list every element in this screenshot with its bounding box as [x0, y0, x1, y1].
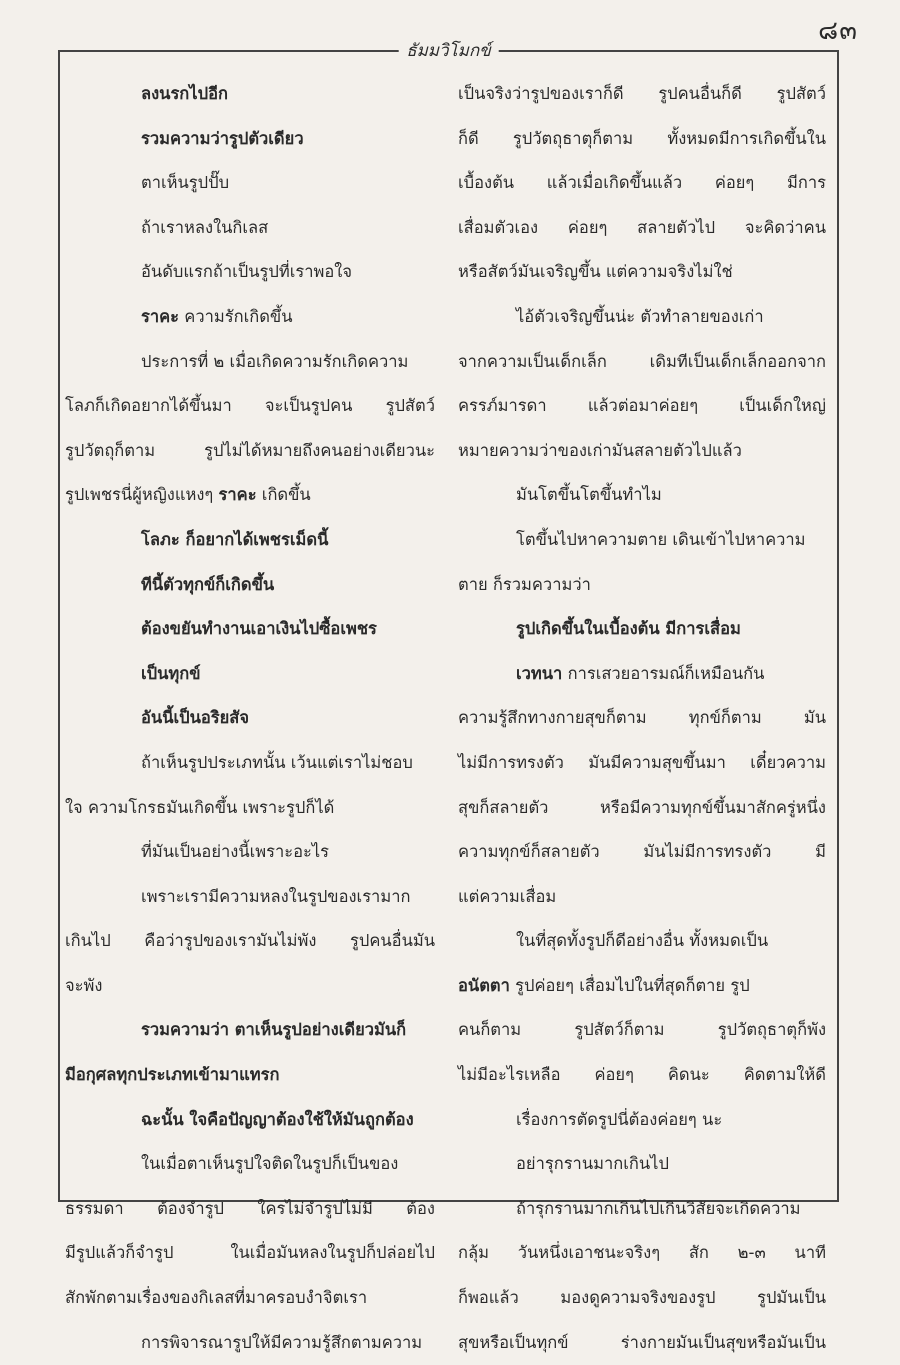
word: สุขก็สลายตัว: [458, 797, 549, 817]
word: รูปคนอื่นก็ดี: [658, 84, 742, 103]
text-line: สักพักตามเรื่องของกิเลสที่มาครอบงำจิตเรา: [65, 1288, 368, 1308]
text-line: ถ้าเห็นรูปประเภทนั้น เว้นแต่เราไม่ชอบ: [141, 752, 413, 772]
word: ความทุกข์ก็สลายตัว: [458, 842, 600, 862]
text-line: หมายความว่าของเก่ามันสลายตัวไปแล้ว: [458, 440, 742, 460]
text-line: [458, 830, 826, 875]
word: แล้วต่อมาค่อยๆ: [587, 396, 699, 416]
page-number: ๘๓: [818, 16, 858, 46]
word: ไม่มีอะไรเหลือ: [458, 1065, 561, 1085]
text-line: [65, 1231, 435, 1276]
word: ต้อง: [406, 1198, 435, 1218]
text-line: ถ้ารุกรานมากเกินไปเกินวิสัยจะเกิดความ: [516, 1198, 801, 1218]
text-line: [458, 1008, 826, 1053]
word: จากความเป็นเด็กเล็ก: [458, 351, 607, 371]
word: มันมีความสุขขึ้นมา: [588, 752, 726, 772]
text-line: [65, 295, 435, 340]
word: ค่อยๆ: [567, 217, 608, 237]
word: มีการ: [786, 173, 826, 193]
text-line: [458, 652, 826, 697]
line-text: รูปค่อยๆ เสื่อมไปในที่สุดก็ตาย รูป: [509, 975, 750, 995]
text-line: หรือสัตว์มันเจริญขึ้น แต่ความจริงไม่ใช่: [458, 262, 733, 282]
word: เป็นเด็กใหญ่: [739, 396, 826, 416]
text-line: [458, 741, 826, 786]
word: ในเมื่อมันหลงในรูปก็ปล่อยไป: [230, 1243, 435, 1263]
bold-term: อนัตตา: [458, 975, 510, 995]
word: กลุ้ม: [458, 1243, 489, 1263]
word: ก็พอแล้ว: [458, 1288, 519, 1308]
line-text: การเสวยอารมณ์ก็เหมือนกัน: [562, 663, 765, 683]
text-line: [458, 340, 826, 385]
word: ๒-๓: [737, 1243, 766, 1263]
text-line: รูปเกิดขึ้นในเบื้องต้น มีการเสื่อม: [516, 619, 741, 639]
word: รูปคนอื่นมัน: [350, 931, 435, 951]
word: หรือมีความทุกข์ขึ้นมาสักครู่หนึ่ง: [600, 797, 826, 817]
word: ค่อยๆ: [594, 1065, 634, 1085]
word: ครรภ์มารดา: [458, 396, 547, 416]
text-line: [458, 786, 826, 831]
text-line: รวมความว่า ตาเห็นรูปอย่างเดียวมันก็: [141, 1020, 407, 1040]
word: ธรรมดา: [65, 1198, 124, 1218]
text-line: ไอ้ตัวเจริญขึ้นน่ะ ตัวทำลายของเก่า: [516, 306, 764, 326]
bold-term: ราคะ: [141, 306, 180, 326]
word: ต้องจำรูป: [157, 1198, 225, 1218]
text-line: มีอกุศลทุกประเภทเข้ามาแทรก: [65, 1065, 280, 1085]
text-line: [65, 1187, 435, 1232]
word: จะเป็นรูปคน: [264, 396, 353, 416]
word: เกินไป: [65, 931, 111, 951]
word: ค่อยๆ: [714, 173, 755, 193]
text-line: มันโตขึ้นโตขึ้นทำไม: [516, 485, 662, 505]
text-line: เรื่องการตัดรูปนี่ต้องค่อยๆ นะ: [516, 1109, 723, 1129]
text-line: โตขึ้นไปหาความตาย เดินเข้าไปหาความ: [516, 529, 806, 549]
text-frame: [58, 41, 839, 1352]
word: ใครไม่จำรูปไม่มี: [257, 1198, 373, 1218]
word: คิดนะ: [667, 1065, 710, 1085]
text-line: ถ้าเราหลงในกิเลส: [141, 217, 269, 237]
word: รูปไม่ได้หมายถึงคนอย่างเดียวนะ: [204, 440, 435, 460]
word: มันไม่มีการทรงตัว: [643, 842, 772, 862]
word: รูปสัตว์: [385, 396, 435, 416]
word: รูปมันเป็น: [757, 1288, 826, 1308]
text-line: [458, 1321, 826, 1365]
text-line: ที่มันเป็นอย่างนี้เพราะอะไร: [141, 842, 330, 862]
text-line: รวมความว่ารูปตัวเดียว: [141, 128, 304, 148]
text-line: [458, 1231, 826, 1276]
right-column: [458, 72, 826, 1365]
text-line: [458, 1276, 826, 1321]
word: เสื่อมตัวเอง: [458, 217, 539, 237]
word: ทุกข์ก็ตาม: [688, 708, 762, 728]
word: สัก: [688, 1243, 709, 1263]
text-line: ทีนี้ตัวทุกข์ก็เกิดขึ้น: [141, 574, 275, 594]
bold-term: ราคะ: [218, 485, 257, 505]
word: ความรู้สึกทางกายสุขก็ตาม: [458, 708, 647, 728]
text-line: [458, 72, 826, 117]
text-line: อย่ารุกรานมากเกินไป: [516, 1154, 669, 1174]
text-line: [65, 919, 435, 964]
word: คือว่ารูปของเรามันไม่พัง: [144, 931, 317, 951]
word: สุขหรือเป็นทุกข์: [458, 1332, 569, 1352]
running-head: ธัมมวิโมกข์: [398, 37, 499, 64]
word: เบื้องต้น: [458, 173, 515, 193]
text-line: เพราะเรามีความหลงในรูปของเรามาก: [141, 886, 411, 906]
text-line: [458, 1053, 826, 1098]
word: มี: [815, 842, 826, 862]
word: มีรูปแล้วก็จำรูป: [65, 1243, 174, 1263]
word: คนก็ตาม: [458, 1020, 522, 1040]
text-line: ใจ ความโกรธมันเกิดขึ้น เพราะรูปก็ได้: [65, 797, 335, 817]
word: เดิมทีเป็นเด็กเล็กออกจาก: [649, 351, 826, 371]
word: แล้วเมื่อเกิดขึ้นแล้ว: [546, 173, 683, 193]
text-line: ตาย ก็รวมความว่า: [458, 574, 591, 594]
word: ร่างกายมันเป็นสุขหรือมันเป็น: [620, 1332, 826, 1352]
text-line: การพิจารณารูปให้มีความรู้สึกตามความ: [141, 1332, 423, 1352]
text-line: ในเมื่อตาเห็นรูปใจติดในรูปก็เป็นของ: [141, 1154, 399, 1174]
word: เดี๋ยวความ: [750, 752, 826, 772]
text-line: เป็นทุกข์: [141, 663, 201, 683]
text-line: [65, 429, 435, 474]
word: รูปวัตถุก็ตาม: [65, 440, 156, 460]
text-line: [458, 161, 826, 206]
word: มองดูความจริงของรูป: [560, 1288, 716, 1308]
text-line: อันนี้เป็นอริยสัจ: [141, 708, 250, 728]
word: วันหนึ่งเอาชนะจริงๆ: [517, 1243, 661, 1263]
word: มัน: [803, 708, 826, 728]
text-line: โลภะ ก็อยากได้เพชรเม็ดนี้: [141, 529, 329, 549]
text-line: แต่ความเสื่อม: [458, 886, 557, 906]
line-text: ความรักเกิดขึ้น: [179, 306, 293, 326]
text-line: ในที่สุดทั้งรูปก็ดีอย่างอื่น ทั้งหมดเป็น: [516, 931, 769, 951]
text-line: [458, 117, 826, 162]
word: สลายตัวไป: [637, 217, 716, 237]
word: ก็ดี: [458, 128, 479, 148]
word: ทั้งหมดมีการเกิดขึ้นใน: [667, 128, 826, 148]
text-line: ตาเห็นรูปปั๊บ: [141, 173, 230, 193]
word: โลภก็เกิดอยากได้ขึ้นมา: [65, 396, 232, 416]
text-line: ต้องขยันทำงานเอาเงินไปซื้อเพชร: [141, 619, 377, 639]
text-line: ลงนรกไปอีก: [141, 84, 228, 103]
text-line: ฉะนั้น ใจคือปัญญาต้องใช้ให้มันถูกต้อง: [141, 1109, 414, 1129]
word: รูปสัตว์: [776, 84, 826, 103]
line-tail: เกิดขึ้น: [256, 485, 311, 505]
text-line: [458, 964, 826, 1009]
text-line: ประการที่ ๒ เมื่อเกิดความรักเกิดความ: [141, 351, 409, 371]
word: ไม่มีการทรงตัว: [458, 752, 564, 772]
bold-term: เวทนา: [516, 663, 563, 683]
text-line: อันดับแรกถ้าเป็นรูปที่เราพอใจ: [141, 262, 353, 282]
word: เป็นจริงว่ารูปของเราก็ดี: [458, 84, 624, 103]
word: รูปวัตถุธาตุก็พัง: [717, 1020, 826, 1040]
word: นาที: [794, 1243, 826, 1263]
line-text: รูปเพชรนี่ผู้หญิงแหงๆ: [65, 485, 219, 505]
word: รูปสัตว์ก็ตาม: [574, 1020, 665, 1040]
text-line: [458, 696, 826, 741]
text-line: [65, 384, 435, 429]
text-line: [65, 473, 435, 518]
text-line: จะพัง: [65, 975, 103, 995]
word: รูปวัตถุธาตุก็ตาม: [512, 128, 634, 148]
text-line: [458, 384, 826, 429]
word: จะคิดว่าคน: [744, 217, 826, 237]
word: คิดตามให้ดี: [743, 1065, 826, 1085]
left-column: [65, 72, 435, 1365]
text-line: [458, 206, 826, 251]
